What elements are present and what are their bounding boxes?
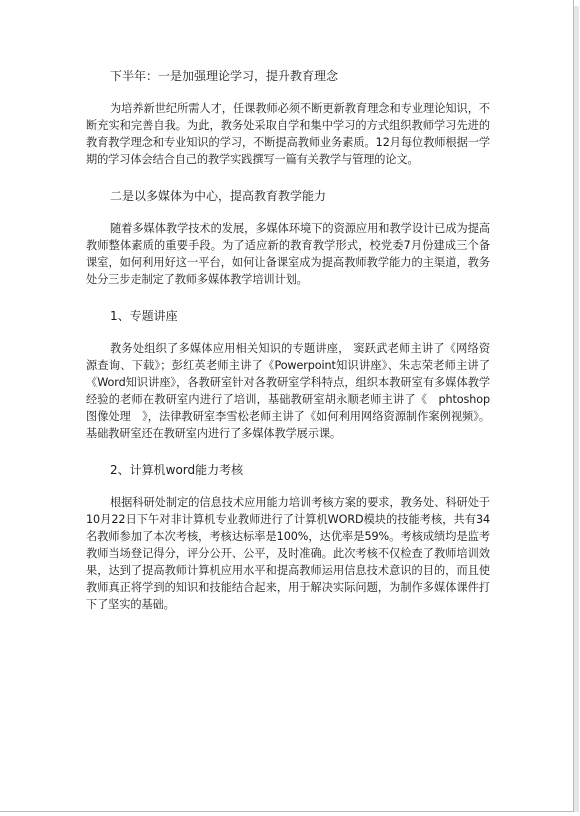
section-heading-word-test: 2、计算机word能力考核 <box>110 463 244 477</box>
section-paragraph-lectures: 教务处组织了多媒体应用相关知识的专题讲座， 窦跃武老师主讲了《网络资源查询、下载》；彭红英老师主讲了《Powerpoint知识讲座》、朱志荣老师主讲了《Word知识讲座》，各教研室针对各教研室学科特点，组织本教研室有多媒体教学经验的老师在教研室内进行了培训，基础教研室胡永顺老师主讲了《 phtoshop图像处理 》，法律教研室李雪松老师主讲了《如何利用网络资源制作案例视频》。基础教研室还在教研室内进行了多媒体教学展示课。 <box>86 342 490 440</box>
section-heading-theory: 下半年：一是加强理论学习，提升教育理念 <box>110 69 339 83</box>
section-paragraph-theory: 为培养新世纪所需人才，任课教师必须不断更新教育理念和专业理论知识，不断充实和完善自我。为此，教务处采取自学和集中学习的方式组织教师学习先进的教育教学理念和专业知识的学习，不断提高教师业务素质。12月每位教师根据一学期的学习体会结合自己的教学实践撰写一篇有关教学与管理的论文。 <box>86 102 490 166</box>
document-body <box>86 60 490 613</box>
section-heading-lectures: 1、专题讲座 <box>110 309 178 323</box>
section-paragraph-word-test: 根据科研处制定的信息技术应用能力培训考核方案的要求，教务处、科研处于10月22日下午对非计算机专业教师进行了计算机WORD模块的技能考核，共有34名教师参加了本次考核，考核达标率是100%，达优率是59%。考核成绩均是监考教师当场登记得分，评分公开、公平，及时准确。此次考核不仅检查了教师培训效果，达到了提高教师计算机应用水平和提高教师运用信息技术意识的目的，而且使教师真正将学到的知识和技能结合起来，用于解决实际问题，为制作多媒体课件打下了坚实的基础。 <box>86 496 490 611</box>
section-paragraph-multimedia: 随着多媒体教学技术的发展，多媒体环境下的资源应用和教学设计已成为提高教师整体素质的重要手段。为了适应新的教育教学形式，校党委7月份建成三个备课室，如何利用好这一平台，如何让备课室成为提高教师教学能力的主渠道，教务处分三步走制定了教师多媒体教学培训计划。 <box>86 222 490 286</box>
section-heading-multimedia: 二是以多媒体为中心，提高教育教学能力 <box>110 189 327 203</box>
